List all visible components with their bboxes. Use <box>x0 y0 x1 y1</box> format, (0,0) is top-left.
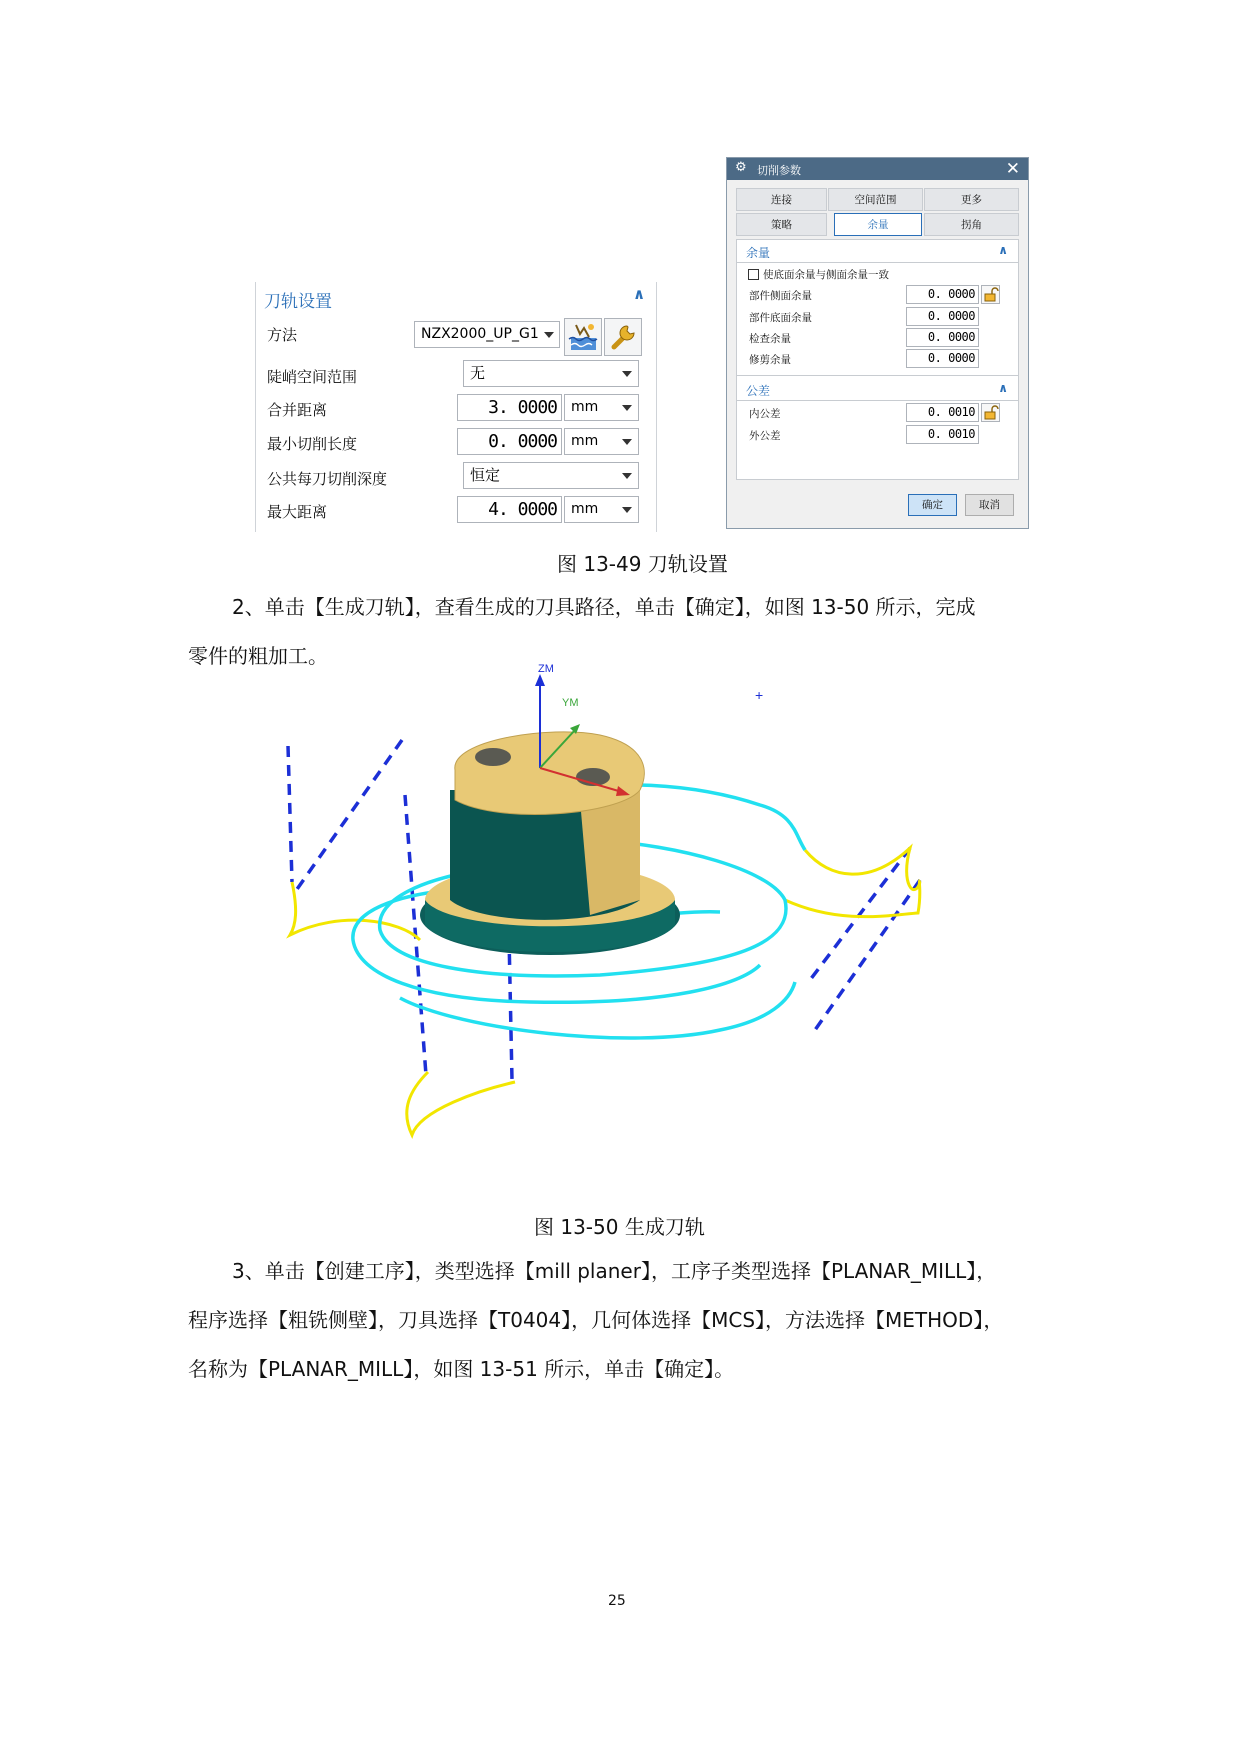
hole <box>475 748 511 766</box>
merge-distance-label: 合并距离 <box>267 401 328 419</box>
tab-containment[interactable]: 空间范围 <box>828 188 923 211</box>
collapse-icon[interactable]: ∧ <box>998 243 1008 257</box>
wrench-icon <box>605 319 641 355</box>
merge-distance-unit-select[interactable] <box>564 394 639 421</box>
chevron-down-icon <box>622 371 632 377</box>
tab-strategy[interactable]: 策略 <box>736 213 827 236</box>
close-icon[interactable]: ✕ <box>1005 159 1020 179</box>
water-level-icon <box>565 319 601 355</box>
collapse-icon[interactable]: ∧ <box>633 285 646 303</box>
ok-button[interactable]: 确定 <box>908 494 957 516</box>
tolerance-group-title: 公差 <box>746 384 771 398</box>
unlock-button[interactable] <box>981 403 1000 422</box>
part-side-stock-input[interactable]: 0. 0000 <box>906 285 979 304</box>
z-axis-arrow <box>535 674 545 686</box>
group-divider <box>737 400 1018 401</box>
paragraph-line: 名称为【PLANAR_MILL】，如图 13-51 所示，单击【确定】。 <box>188 1357 735 1381</box>
unlock-button[interactable] <box>981 285 1000 304</box>
z-axis-label: ZM <box>538 663 554 675</box>
chevron-down-icon <box>622 507 632 513</box>
min-cut-length-unit-select[interactable] <box>564 428 639 455</box>
steep-range-select[interactable] <box>463 360 639 387</box>
figure-caption: 图 13-49 刀轨设置 <box>557 552 728 576</box>
method-select[interactable] <box>414 321 560 348</box>
lock-icon <box>982 286 999 303</box>
group-divider <box>737 375 1018 376</box>
part-floor-stock-label: 部件底面余量 <box>749 312 812 324</box>
max-distance-input[interactable]: 4. 0000 <box>457 496 562 523</box>
method-value: NZX2000_UP_G1 <box>421 326 539 342</box>
intol-label: 内公差 <box>749 408 781 420</box>
rapid-move-line <box>295 740 402 892</box>
chevron-down-icon <box>622 439 632 445</box>
chevron-down-icon <box>544 332 554 338</box>
depth-per-cut-label: 公共每刀切削深度 <box>267 470 388 488</box>
approach-move <box>407 1072 515 1135</box>
lock-icon <box>982 404 999 421</box>
cancel-button[interactable]: 取消 <box>965 494 1014 516</box>
depth-per-cut-select[interactable] <box>463 462 639 489</box>
display-method-button[interactable] <box>564 318 602 356</box>
unit-value: mm <box>571 399 599 415</box>
figure-caption: 图 13-50 生成刀轨 <box>534 1215 705 1239</box>
same-stock-checkbox[interactable] <box>748 269 759 280</box>
panel-right-border <box>656 282 657 532</box>
trim-stock-input[interactable]: 0. 0000 <box>906 349 979 368</box>
toolpath-figure <box>250 663 950 1140</box>
part-floor-stock-input[interactable]: 0. 0000 <box>906 307 979 326</box>
tab-stock[interactable]: 余量 <box>834 213 922 236</box>
paragraph-line: 3、单击【创建工序】，类型选择【mill planer】，工序子类型选择【PLANAR_MILL】， <box>232 1259 997 1283</box>
chevron-down-icon <box>622 473 632 479</box>
min-cut-length-label: 最小切削长度 <box>267 435 358 453</box>
min-cut-length-input[interactable]: 0. 0000 <box>457 428 562 455</box>
part-top-face <box>455 732 645 815</box>
edit-method-button[interactable] <box>604 318 642 356</box>
intol-input[interactable]: 0. 0010 <box>906 403 979 422</box>
steep-range-label: 陡峭空间范围 <box>267 368 358 386</box>
toolpath-settings-panel <box>255 278 657 532</box>
dialog-titlebar <box>727 158 1028 180</box>
page-number: 25 <box>608 1593 626 1609</box>
check-stock-input[interactable]: 0. 0000 <box>906 328 979 347</box>
paragraph-line: 程序选择【粗铣侧壁】，刀具选择【T0404】，几何体选择【MCS】，方法选择【METHOD】， <box>188 1308 1004 1332</box>
max-distance-unit-select[interactable] <box>564 496 639 523</box>
same-stock-label: 使底面余量与侧面余量一致 <box>763 269 889 281</box>
paragraph-line: 2、单击【生成刀轨】，查看生成的刀具路径，单击【确定】，如图 13-50 所示，完成 <box>232 595 976 619</box>
outtol-label: 外公差 <box>749 430 781 442</box>
chevron-down-icon <box>622 405 632 411</box>
crosshair-marker: + <box>755 687 764 703</box>
coordinate-axes <box>535 663 763 796</box>
stock-tab-panel <box>736 239 1019 480</box>
max-distance-label: 最大距离 <box>267 503 328 521</box>
part-side-stock-label: 部件侧面余量 <box>749 290 812 302</box>
tab-connections[interactable]: 连接 <box>736 188 827 211</box>
unit-value: mm <box>571 501 599 517</box>
cut-parameters-dialog <box>726 157 1029 529</box>
retract-move <box>785 880 920 917</box>
y-axis-label: YM <box>562 697 579 709</box>
outtol-input[interactable]: 0. 0010 <box>906 425 979 444</box>
toolpath-settings-title: 刀轨设置 <box>264 292 332 312</box>
retract-move <box>805 848 920 890</box>
depth-per-cut-value: 恒定 <box>470 466 501 484</box>
check-stock-label: 检查余量 <box>749 333 791 345</box>
trim-stock-label: 修剪余量 <box>749 354 791 366</box>
tab-corners[interactable]: 拐角 <box>924 213 1019 236</box>
panel-left-border <box>255 282 256 532</box>
steep-range-value: 无 <box>470 364 486 382</box>
collapse-icon[interactable]: ∧ <box>998 381 1008 395</box>
merge-distance-input[interactable]: 3. 0000 <box>457 394 562 421</box>
dialog-title: 切削参数 <box>757 164 801 177</box>
cutting-pass <box>400 982 795 1038</box>
group-divider <box>737 262 1018 263</box>
tab-more[interactable]: 更多 <box>924 188 1019 211</box>
rapid-move-line <box>288 746 292 882</box>
stock-group-title: 余量 <box>746 246 771 260</box>
paragraph-line: 零件的粗加工。 <box>188 644 328 668</box>
method-label: 方法 <box>267 326 298 344</box>
unit-value: mm <box>571 433 599 449</box>
gear-icon: ⚙ <box>735 160 747 175</box>
